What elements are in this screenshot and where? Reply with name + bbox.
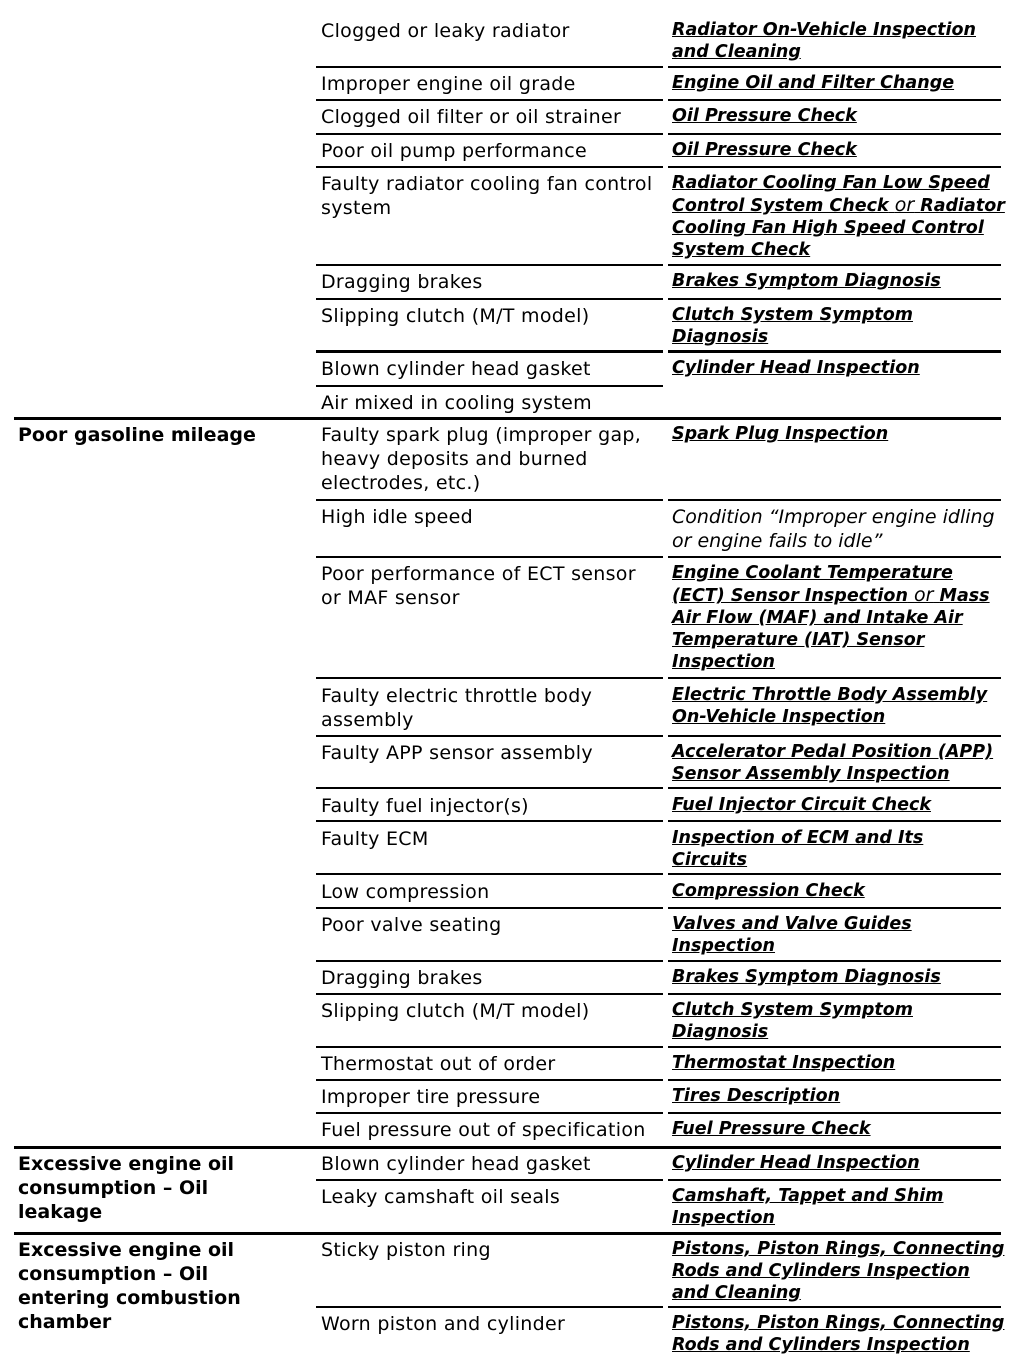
procedure-link[interactable]: Clutch System Symptom Diagnosis [672, 1000, 913, 1042]
procedure-link[interactable]: Thermostat Inspection [672, 1053, 896, 1073]
procedure-link[interactable] [672, 562, 1022, 673]
condition-divider [14, 1146, 1001, 1149]
cause-text: Sticky piston ring [321, 1239, 491, 1261]
procedure-link[interactable]: Cylinder Head Inspection [672, 358, 920, 378]
procedure-link[interactable]: Cylinder Head Inspection [672, 1153, 920, 1173]
or-text: or [894, 194, 915, 216]
procedure-link[interactable]: Fuel Injector Circuit Check [672, 795, 931, 815]
procedure-link[interactable]: Radiator On-Vehicle Inspection and Cleaning [672, 20, 976, 62]
cause-text: Faulty electric throttle body assembly [321, 685, 593, 731]
procedure-link[interactable]: Radiator Cooling Fan Low Speed Control System Check [672, 173, 990, 216]
cause-text: Faulty APP sensor assembly [321, 742, 593, 764]
procedure-link[interactable]: Inspection of ECM and Its Circuits [672, 828, 924, 870]
procedure-link[interactable]: Engine Oil and Filter Change [672, 73, 955, 93]
cause-text: Faulty fuel injector(s) [321, 795, 529, 817]
cause-text: Fuel pressure out of specification [321, 1119, 646, 1141]
or-text: or [914, 584, 934, 606]
procedure-link[interactable]: Camshaft, Tappet and Shim Inspection [672, 1186, 944, 1228]
procedure-link[interactable]: Electric Throttle Body Assembly On-Vehicle Inspection [672, 685, 988, 727]
cause-text: Worn piston and cylinder [321, 1313, 566, 1335]
procedure-link[interactable]: Pistons, Piston Rings, Connecting Rods and Cylinders Inspection and Cleaning [672, 1239, 1005, 1303]
cause-text: Poor valve seating [321, 914, 502, 936]
condition-divider [14, 1232, 1001, 1235]
procedure-link[interactable]: Oil Pressure Check [672, 106, 857, 126]
cause-text: Dragging brakes [321, 271, 483, 293]
procedure-link[interactable]: Mass [939, 586, 990, 606]
procedure-link[interactable]: Air Flow (MAF) and Intake Air Temperature (IAT) Sensor Inspection [672, 608, 963, 672]
cause-text: Thermostat out of order [321, 1053, 556, 1075]
cause-text: Slipping clutch (M/T model) [321, 1000, 590, 1022]
procedure-link[interactable]: Fuel Pressure Check [672, 1119, 871, 1139]
condition-oil-leakage: Excessive engine oil consumption – Oil leakage [18, 1153, 235, 1223]
condition-oil-combustion: Excessive engine oil consumption – Oil entering combustion chamber [18, 1239, 241, 1333]
cause-text: Clogged oil filter or oil strainer [321, 106, 622, 128]
procedure-link[interactable]: Spark Plug Inspection [672, 424, 889, 444]
cause-text: Poor performance of ECT sensor or MAF sensor [321, 563, 636, 609]
procedure-link[interactable]: Accelerator Pedal Position (APP) Sensor Assembly Inspection [672, 742, 994, 784]
procedure-link[interactable]: Brakes Symptom Diagnosis [672, 271, 941, 291]
procedure-link[interactable]: Pistons, Piston Rings, Connecting Rods and Cylinders Inspection [672, 1313, 1005, 1355]
cause-text: Blown cylinder head gasket [321, 1153, 591, 1175]
condition-divider [14, 417, 1001, 420]
condition-reference: Condition “Improper engine idling or engine fails to idle” [672, 506, 995, 552]
procedure-link[interactable]: Clutch System Symptom Diagnosis [672, 305, 913, 347]
cause-text: Improper engine oil grade [321, 73, 576, 95]
cause-text: Improper tire pressure [321, 1086, 541, 1108]
procedure-link[interactable]: Radiator [920, 196, 1005, 216]
cause-text: Blown cylinder head gasket [321, 358, 591, 380]
cause-text: Faulty ECM [321, 828, 429, 850]
cause-text: High idle speed [321, 506, 473, 528]
cause-text: Low compression [321, 881, 490, 903]
condition-poor-gasoline-mileage: Poor gasoline mileage [18, 424, 256, 446]
cause-text: Clogged or leaky radiator [321, 20, 570, 42]
procedure-link[interactable]: Engine Coolant Temperature (ECT) Sensor Inspection [672, 563, 953, 606]
cause-text: Dragging brakes [321, 967, 483, 989]
procedure-link[interactable]: Cooling Fan High Speed Control System Check [672, 218, 984, 260]
procedure-link[interactable]: Tires Description [672, 1086, 841, 1106]
procedure-link[interactable]: Oil Pressure Check [672, 140, 857, 160]
cause-text: Faulty radiator cooling fan control system [321, 173, 653, 219]
cause-text: Leaky camshaft oil seals [321, 1186, 561, 1208]
cause-text: Poor oil pump performance [321, 140, 587, 162]
cause-text: Air mixed in cooling system [321, 392, 592, 414]
procedure-link[interactable]: Compression Check [672, 881, 865, 901]
cause-text: Slipping clutch (M/T model) [321, 305, 590, 327]
procedure-link[interactable]: Valves and Valve Guides Inspection [672, 914, 912, 956]
cause-text: Faulty spark plug (improper gap, heavy deposits and burned electrodes, etc.) [321, 424, 642, 494]
procedure-link[interactable] [672, 172, 1022, 261]
procedure-link[interactable]: Brakes Symptom Diagnosis [672, 967, 941, 987]
